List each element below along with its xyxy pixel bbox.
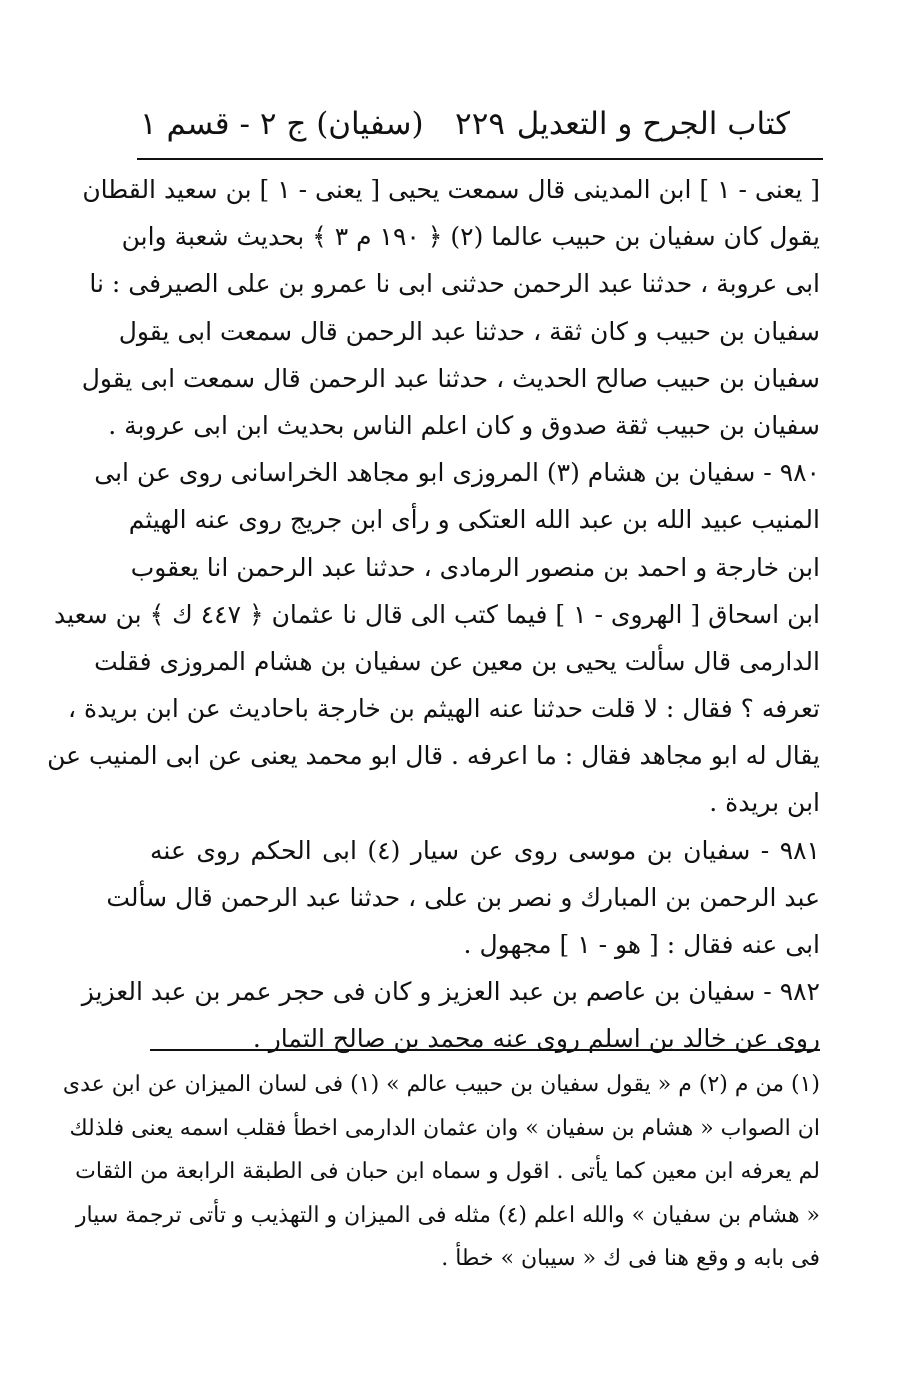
text-line: سفيان بن حبيب ثقة صدوق و كان اعلم الناس بحديث ابن ابى عروبة . — [108, 410, 820, 440]
book-title: كتاب الجرح و التعديل — [516, 106, 790, 142]
page-number: ٢٢٩ — [455, 106, 505, 142]
footnote-line: ان الصواب « هشام بن سفيان » وان عثمان الدارمى اخطأ فقلب اسمه يعنى فلذلك — [69, 1115, 820, 1141]
main-text — [47, 166, 820, 1063]
section-label: (سفيان) ج ٢ - قسم ١ — [140, 106, 424, 142]
text-line: يقول كان سفيان بن حبيب عالما (٢) ﴿ ١٩٠ م ٣ ﴾ بحديث شعبة وابن — [121, 222, 820, 252]
text-line: ٩٨٠ - سفيان بن هشام (٣) المروزى ابو مجاهد الخراسانى روى عن ابى — [94, 458, 820, 488]
text-line: يقال له ابو مجاهد فقال : ما اعرفه . قال ابو محمد يعنى عن ابى المنيب عن — [47, 741, 820, 771]
text-line: ابى عنه فقال : [ هو - ١ ] مجهول . — [463, 930, 820, 959]
text-line: ابن بريدة . — [709, 788, 820, 818]
text-line: ٩٨٢ - سفيان بن عاصم بن عبد العزيز و كان فى حجر عمر بن عبد العزيز — [81, 977, 820, 1007]
running-header — [140, 100, 790, 148]
text-line: ٩٨١ - سفيان بن موسى روى عن سيار (٤) ابى الحكم روى عنه — [150, 835, 820, 865]
footnote-line: « هشام بن سفيان » والله اعلم (٤) مثله فى الميزان و التهذيب و تأتى ترجمة سيار — [75, 1202, 820, 1228]
footnote-line: لم يعرفه ابن معين كما يأتى . اقول و سماه ابن حبان فى الطبقة الرابعة من الثقات — [75, 1159, 820, 1185]
text-line: تعرفه ؟ فقال : لا قلت حدثنا عنه الهيثم بن خارجة باحاديث عن ابن بريدة ، — [67, 694, 820, 724]
text-line: عبد الرحمن بن المبارك و نصر بن على ، حدثنا عبد الرحمن قال سألت — [106, 882, 820, 912]
text-line: المنيب عبيد الله بن عبد الله العتكى و رأى ابن جريج روى عنه الهيثم — [128, 505, 820, 535]
footnote-rule — [150, 1049, 820, 1051]
footnotes — [62, 1063, 820, 1281]
footnote-line: فى بابه و وقع هنا فى ك « سيبان » خطأ . — [441, 1246, 820, 1272]
text-line: الدارمى قال سألت يحيى بن معين عن سفيان بن هشام المروزى فقلت — [94, 646, 820, 676]
text-line: ابى عروبة ، حدثنا عبد الرحمن حدثنى ابى نا عمرو بن على الصيرفى : نا — [89, 269, 820, 299]
header-rule — [137, 158, 823, 160]
text-line: ابن اسحاق [ الهروى - ١ ] فيما كتب الى قال نا عثمان ﴿ ٤٤٧ ك ﴾ بن سعيد — [54, 599, 820, 629]
text-line: [ يعنى - ١ ] ابن المدينى قال سمعت يحيى [ يعنى - ١ ] بن سعيد القطان — [82, 175, 820, 204]
text-line: ابن خارجة و احمد بن منصور الرمادى ، حدثنا عبد الرحمن انا يعقوب — [130, 552, 820, 582]
footnote-line: (١) من م (٢) م « يقول سفيان بن حبيب عالم » (١) فى لسان الميزان عن ابن عدى — [62, 1072, 820, 1097]
text-line: سفيان بن حبيب و كان ثقة ، حدثنا عبد الرحمن قال سمعت ابى يقول — [118, 316, 820, 346]
text-line: روى عن خالد بن اسلم روى عنه محمد بن صالح التمار . — [252, 1024, 820, 1054]
text-line: سفيان بن حبيب صالح الحديث ، حدثنا عبد الرحمن قال سمعت ابى يقول — [81, 363, 820, 393]
